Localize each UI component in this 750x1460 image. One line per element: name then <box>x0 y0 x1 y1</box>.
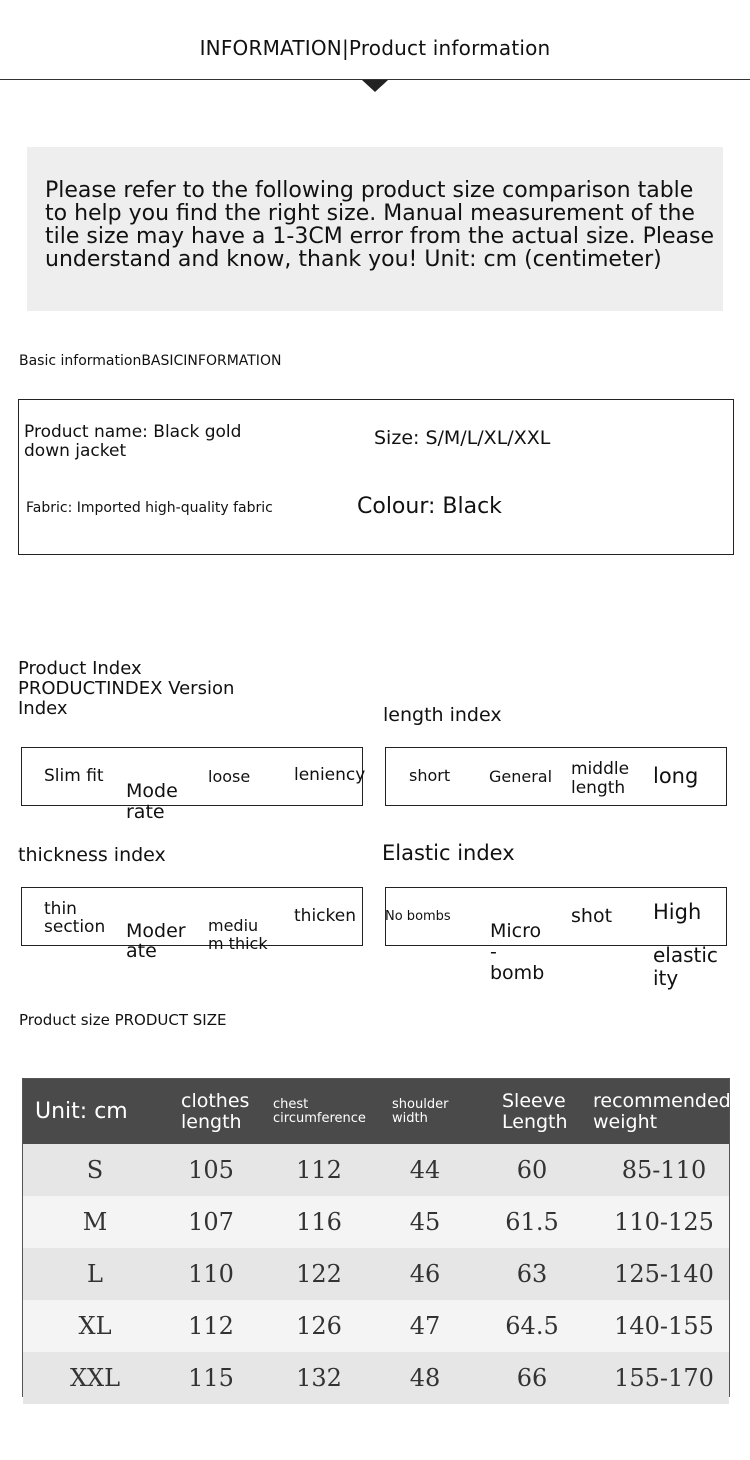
header-clothes-length: clothes length <box>181 1089 250 1133</box>
header-sleeve-length: Sleeve Length <box>502 1089 568 1133</box>
fabric-info: Fabric: Imported high-quality fabric <box>26 500 273 516</box>
elastic-label-no-bombs: No bombs <box>385 909 451 924</box>
size-label-cell: XL <box>78 1312 112 1340</box>
size-label-cell: M <box>82 1208 108 1236</box>
header-chest-circumference: chest circumference <box>273 1096 366 1126</box>
table-cell: 63 <box>516 1260 548 1288</box>
table-cell: 48 <box>409 1364 441 1392</box>
table-cell: 60 <box>516 1156 548 1184</box>
elastic-index-heading: Elastic index <box>382 841 515 865</box>
table-cell: 66 <box>516 1364 548 1392</box>
down-arrow-icon <box>362 80 388 92</box>
size-table <box>22 1078 730 1397</box>
elastic-label-high: High <box>653 900 702 924</box>
elastic-label-shot: shot <box>571 905 613 927</box>
thickness-label-thin: thin section <box>44 899 106 937</box>
header-unit: Unit: cm <box>35 1099 128 1124</box>
table-cell: 105 <box>188 1156 234 1184</box>
size-notice-text: Please refer to the following product size comparison table to help you find the right size. Manual measurement of the tile size may have a 1-3CM error from the actual size. Please understand and know, thank you! Unit: cm (centimeter) <box>45 178 714 272</box>
table-cell: 85-110 <box>621 1156 707 1184</box>
table-cell: 116 <box>296 1208 342 1236</box>
table-row <box>23 1352 729 1404</box>
table-cell: 110-125 <box>614 1208 714 1236</box>
table-cell: 46 <box>409 1260 441 1288</box>
length-index-heading: length index <box>383 704 502 726</box>
elastic-label-elasticity: elastic ity <box>653 943 718 990</box>
table-cell: 115 <box>188 1364 234 1392</box>
table-row <box>23 1144 729 1196</box>
thickness-label-thicken: thicken <box>294 906 356 926</box>
product-index-heading-line-1: Product Index <box>18 658 142 679</box>
version-label-slim-fit: Slim fit <box>44 766 104 786</box>
version-label-leniency: leniency <box>294 765 366 785</box>
size-label-cell: S <box>86 1156 104 1184</box>
table-cell: 47 <box>409 1312 441 1340</box>
thickness-label-medium: mediu m thick <box>208 916 268 953</box>
product-name-line-1: Product name: Black gold <box>24 422 242 442</box>
table-row <box>23 1248 729 1300</box>
product-size-heading: Product size PRODUCT SIZE <box>19 1011 227 1029</box>
product-name <box>24 423 264 461</box>
table-cell: 61.5 <box>505 1208 559 1236</box>
product-index-heading-line-3: Index <box>18 698 68 719</box>
table-cell: 44 <box>409 1156 441 1184</box>
version-label-loose: loose <box>208 767 251 786</box>
colour-info: Colour: Black <box>357 494 502 519</box>
length-label-short: short <box>409 766 451 785</box>
table-row <box>23 1300 729 1352</box>
length-label-middle: middle length <box>571 759 630 798</box>
elastic-label-micro-bomb: Micro - bomb <box>490 920 545 984</box>
table-cell: 155-170 <box>614 1364 714 1392</box>
header-shoulder-width: shoulder width <box>392 1096 449 1126</box>
length-label-long: long <box>653 764 699 788</box>
table-cell: 126 <box>296 1312 342 1340</box>
table-cell: 45 <box>409 1208 441 1236</box>
table-cell: 64.5 <box>505 1312 559 1340</box>
table-cell: 125-140 <box>614 1260 714 1288</box>
size-notice-panel <box>27 147 723 311</box>
size-list: Size: S/M/L/XL/XXL <box>374 427 551 449</box>
product-index-heading <box>18 659 278 719</box>
version-label-moderate: Mode rate <box>126 780 178 823</box>
product-name-line-2: down jacket <box>24 441 127 461</box>
table-cell: 110 <box>188 1260 234 1288</box>
table-cell: 107 <box>188 1208 234 1236</box>
basic-info-heading: Basic informationBASICINFORMATION <box>19 353 282 369</box>
table-cell: 140-155 <box>614 1312 714 1340</box>
page-title: INFORMATION|Product information <box>199 36 551 60</box>
size-table-header <box>23 1079 729 1144</box>
table-cell: 132 <box>296 1364 342 1392</box>
table-cell: 122 <box>296 1260 342 1288</box>
table-row <box>23 1196 729 1248</box>
length-label-general: General <box>489 767 553 786</box>
table-cell: 112 <box>296 1156 342 1184</box>
size-label-cell: XXL <box>69 1364 121 1392</box>
thickness-index-heading: thickness index <box>18 844 166 866</box>
thickness-label-moderate: Moder ate <box>126 920 186 962</box>
table-cell: 112 <box>188 1312 234 1340</box>
size-label-cell: L <box>87 1260 103 1288</box>
header-recommended-weight: recommended weight <box>593 1089 731 1133</box>
product-index-heading-line-2: PRODUCTINDEX Version <box>18 678 235 699</box>
